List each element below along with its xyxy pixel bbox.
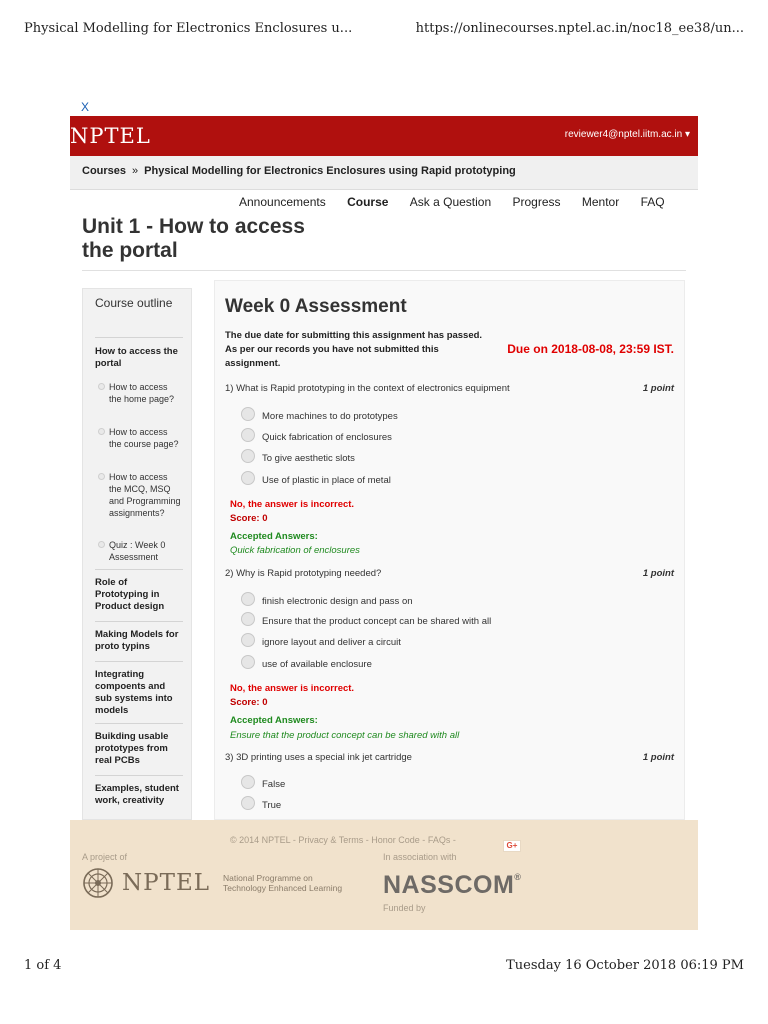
result-score: Score: 0 (230, 697, 268, 708)
footer-separator: - (365, 835, 369, 845)
divider (95, 337, 183, 338)
circle-icon (98, 541, 105, 548)
nav-ask-question[interactable]: Ask a Question (409, 195, 492, 209)
print-page-title: Physical Modelling for Electronics Enclosures u... (24, 21, 353, 36)
nasscom-logo (383, 871, 521, 900)
nptel-emblem-icon (82, 867, 114, 899)
course-nav (230, 195, 674, 209)
close-link[interactable]: X (81, 100, 90, 114)
accepted-answer: Quick fabrication of enclosures (230, 545, 360, 556)
divider (95, 621, 183, 622)
header-bar (70, 116, 698, 156)
sidebar-subitem-label: How to access the MCQ, MSQ and Programming assignments? (109, 472, 181, 518)
result-status: No, the answer is incorrect. (230, 499, 355, 510)
option-label: finish electronic design and pass on (262, 596, 413, 607)
course-outline-sidebar (82, 288, 192, 820)
footer-separator: - (292, 835, 296, 845)
circle-icon (98, 428, 105, 435)
radio-button[interactable] (241, 471, 255, 485)
nptel-logo[interactable]: NPTEL (70, 124, 151, 148)
option-label: Use of plastic in place of metal (262, 475, 391, 486)
option-label: More machines to do prototypes (262, 411, 398, 422)
print-datetime: Tuesday 16 October 2018 06:19 PM (506, 958, 744, 973)
nav-faq[interactable]: FAQ (640, 195, 665, 209)
accepted-answers-label: Accepted Answers: (230, 531, 318, 542)
accepted-answers-label: Accepted Answers: (230, 715, 318, 726)
copyright-text: © 2014 NPTEL (230, 835, 291, 845)
radio-button[interactable] (241, 407, 255, 421)
radio-button[interactable] (241, 775, 255, 789)
nasscom-wordmark: NASSCOM (383, 871, 515, 899)
funded-by-label: Funded by (383, 903, 426, 913)
option-label: Quick fabrication of enclosures (262, 432, 392, 443)
accepted-answer: Ensure that the product concept can be shared with all (230, 730, 460, 741)
option-label: To give aesthetic slots (262, 453, 355, 464)
option-label: True (262, 800, 282, 811)
sidebar-item-role-prototyping[interactable]: Role of Prototyping in Product design (95, 577, 165, 612)
option-label: ignore layout and deliver a circuit (262, 637, 401, 648)
footer-separator: - (422, 835, 426, 845)
sidebar-item-making-models[interactable]: Making Models for proto typins (95, 629, 179, 652)
divider (95, 723, 183, 724)
breadcrumb (70, 156, 698, 190)
faqs-link[interactable]: FAQs (427, 835, 451, 845)
due-message-line: As per our records you have not submitted this assignment. (225, 344, 439, 369)
question-points: 1 point (642, 568, 674, 579)
radio-button[interactable] (241, 612, 255, 626)
radio-button[interactable] (241, 449, 255, 463)
result-status: No, the answer is incorrect. (230, 683, 355, 694)
print-page-url: https://onlinecourses.nptel.ac.in/noc18_ee38/un... (415, 21, 744, 36)
unit-title: Unit 1 - How to access the portal (82, 215, 305, 262)
sidebar-subitem-assignments[interactable] (109, 471, 181, 519)
nav-progress[interactable]: Progress (512, 195, 561, 209)
privacy-terms-link[interactable]: Privacy & Terms (298, 835, 364, 845)
radio-button[interactable] (241, 655, 255, 669)
nptel-tagline-line: National Programme on (223, 873, 313, 883)
nptel-tagline-line: Technology Enhanced Learning (223, 883, 343, 893)
sidebar-subitem-label: How to access the home page? (109, 382, 175, 404)
sidebar-item-usable-prototypes[interactable]: Buikding usable prototypes from real PCBs (95, 731, 169, 766)
nav-announcements[interactable]: Announcements (239, 195, 326, 209)
footer-separator: - (452, 835, 456, 845)
due-date: Due on 2018-08-08, 23:59 IST. (507, 342, 674, 356)
circle-icon (98, 473, 105, 480)
divider (95, 569, 183, 570)
assessment-panel (214, 280, 685, 820)
divider (95, 775, 183, 776)
print-page-number: 1 of 4 (24, 958, 62, 973)
question-points: 1 point (642, 383, 674, 394)
assessment-title: Week 0 Assessment (225, 296, 407, 317)
option-label: Ensure that the product concept can be shared with all (262, 616, 492, 627)
print-header (0, 18, 768, 42)
registered-mark: ® (514, 872, 522, 882)
nav-mentor[interactable]: Mentor (581, 195, 620, 209)
nptel-tagline (223, 873, 363, 893)
breadcrumb-separator: » (132, 165, 139, 177)
nav-course[interactable]: Course (347, 195, 389, 209)
google-plus-icon[interactable]: G+ (503, 840, 521, 852)
sidebar-subitem-home-page[interactable] (109, 381, 181, 405)
sidebar-subitem-course-page[interactable] (109, 426, 181, 450)
option-label: False (262, 779, 286, 790)
question-text: 3) 3D printing uses a special ink jet cartridge (225, 752, 412, 763)
divider (95, 661, 183, 662)
sidebar-subitem-quiz[interactable] (109, 539, 181, 563)
nptel-footer-logo: NPTEL (122, 870, 211, 896)
site-footer (70, 820, 698, 930)
circle-icon (98, 383, 105, 390)
due-message-line: The due date for submitting this assignment has passed. (225, 330, 483, 341)
association-label: In association with (383, 852, 457, 862)
due-message (225, 329, 487, 371)
sidebar-subitem-label: How to access the course page? (109, 427, 179, 449)
breadcrumb-courses-link[interactable]: Courses (82, 165, 127, 177)
breadcrumb-course-link[interactable]: Physical Modelling for Electronics Enclosures using Rapid prototyping (144, 165, 516, 177)
radio-button[interactable] (241, 796, 255, 810)
sidebar-heading: Course outline (95, 296, 173, 310)
user-menu[interactable]: reviewer4@nptel.iitm.ac.in ▾ (564, 129, 690, 140)
honor-code-link[interactable]: Honor Code (371, 835, 420, 845)
option-label: use of available enclosure (262, 659, 372, 670)
radio-button[interactable] (241, 633, 255, 647)
project-of-label: A project of (82, 852, 128, 862)
question-points: 1 point (642, 752, 674, 763)
sidebar-item-integrating[interactable]: Integrating compoents and sub systems into models (95, 669, 173, 716)
result-score: Score: 0 (230, 513, 268, 524)
question-text: 2) Why is Rapid prototyping needed? (225, 568, 382, 579)
sidebar-item-access-portal[interactable]: How to access the portal (95, 346, 178, 369)
question-text: 1) What is Rapid prototyping in the context of electronics equipment (225, 383, 510, 394)
radio-button[interactable] (241, 592, 255, 606)
divider (82, 270, 686, 271)
sidebar-item-examples[interactable]: Examples, student work, creativity (95, 783, 179, 806)
sidebar-subitem-label: Quiz : Week 0 Assessment (109, 540, 166, 562)
footer-links (230, 835, 456, 845)
radio-button[interactable] (241, 428, 255, 442)
